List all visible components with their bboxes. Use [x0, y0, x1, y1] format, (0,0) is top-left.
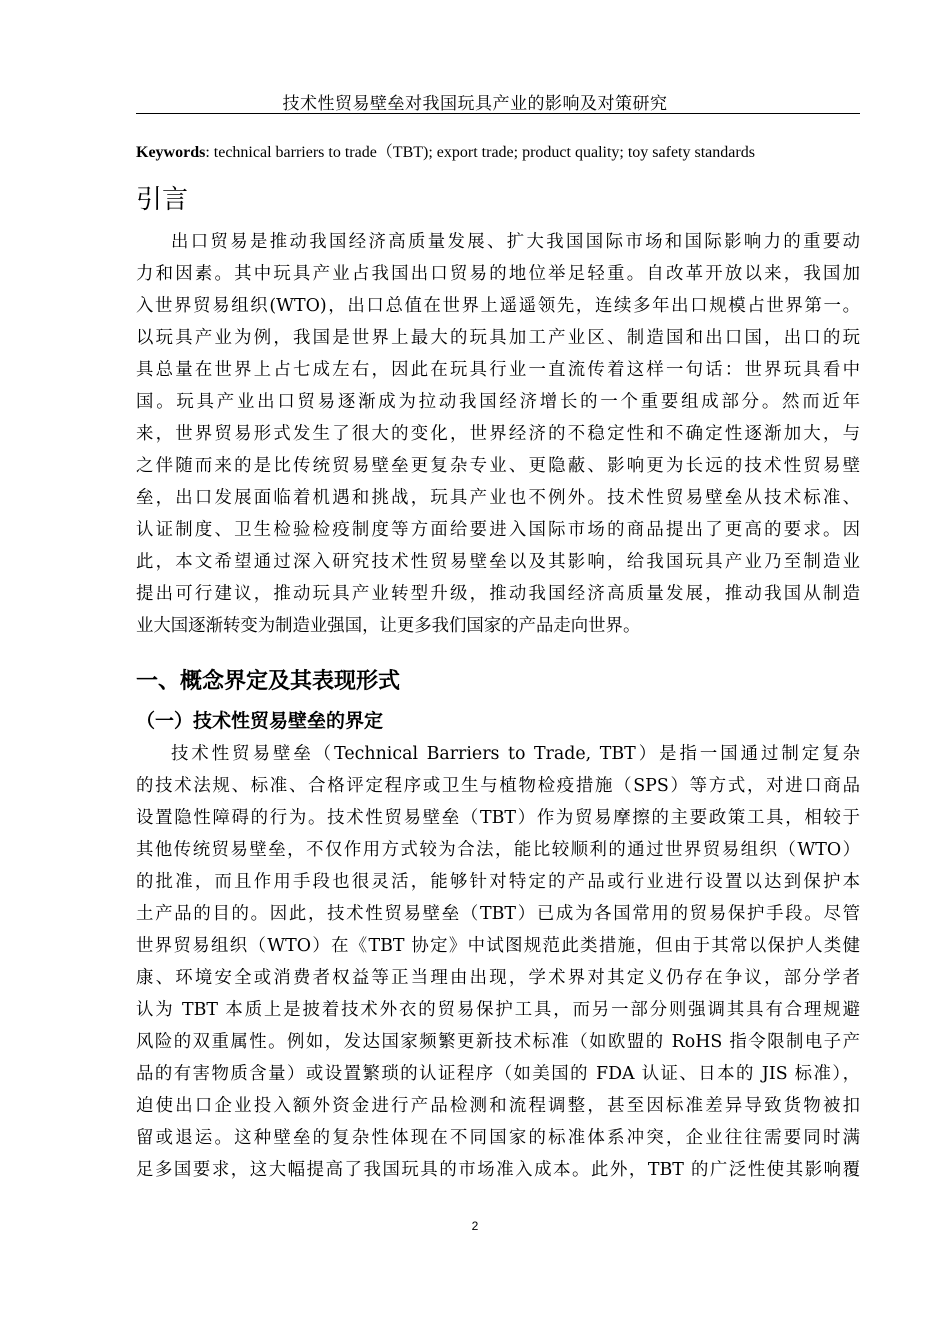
keywords-text: : technical barriers to trade（TBT); export trade; product quality; toy safety standards — [205, 144, 755, 161]
subsection-heading: （一）技术性贸易壁垒的界定 — [136, 710, 384, 732]
paragraph-line: 足多国要求，这大幅提高了我国玩具的市场准入成本。此外，TBT 的广泛性使其影响覆 — [136, 1160, 860, 1180]
paragraph-line: 的技术法规、标准、合格评定程序或卫生与植物检疫措施（SPS）等方式，对进口商品 — [136, 776, 860, 796]
paragraph-line: 之伴随而来的是比传统贸易壁垒更复杂专业、更隐蔽、影响更为长远的技术性贸易壁 — [136, 456, 860, 476]
paragraph-line: 以玩具产业为例，我国是世界上最大的玩具加工产业区、制造国和出口国，出口的玩 — [136, 328, 860, 348]
paragraph-line: 设置隐性障碍的行为。技术性贸易壁垒（TBT）作为贸易摩擦的主要政策工具，相较于 — [136, 808, 860, 828]
page-number: 2 — [471, 1219, 479, 1233]
paragraph-line: 认证制度、卫生检验检疫制度等方面给要进入国际市场的商品提出了更高的要求。因 — [136, 520, 860, 540]
section1-paragraph — [136, 738, 860, 1186]
paragraph-line: 品的有害物质含量）或设置繁琐的认证程序（如美国的 FDA 认证、日本的 JIS 标准）， — [136, 1064, 860, 1084]
paragraph-line: 世界贸易组织（WTO）在《TBT 协定》中试图规范此类措施，但由于其常以保护人类健 — [136, 936, 860, 956]
paragraph-line: 风险的双重属性。例如，发达国家频繁更新技术标准（如欧盟的 RoHS 指令限制电子产 — [136, 1032, 861, 1052]
paragraph-line: 来，世界贸易形式发生了很大的变化，世界经济的不稳定性和不确定性逐渐加大，与 — [136, 424, 860, 444]
paragraph-line: 康、环境安全或消费者权益等正当理由出现，学术界对其定义仍存在争议，部分学者 — [136, 968, 860, 988]
header-divider — [136, 113, 860, 114]
section-heading: 一、概念界定及其表现形式 — [136, 669, 401, 694]
paragraph-line: 留或退运。这种壁垒的复杂性体现在不同国家的标准体系冲突，企业往往需要同时满 — [136, 1128, 860, 1148]
paragraph-line: 技术性贸易壁垒（Technical Barriers to Trade, TBT）是指一国通过制定复杂 — [171, 744, 860, 764]
keywords-label: Keywords — [136, 144, 206, 161]
paragraph-line: 业大国逐渐转变为制造业强国，让更多我们国家的产品走向世界。 — [136, 616, 641, 636]
paragraph-line: 迫使出口企业投入额外资金进行产品检测和流程调整，甚至因标准差异导致货物被扣 — [136, 1096, 860, 1116]
paragraph-line: 垒，出口发展面临着机遇和挑战，玩具产业也不例外。技术性贸易壁垒从技术标准、 — [136, 488, 860, 508]
paragraph-line: 此，本文希望通过深入研究技术性贸易壁垒以及其影响，给我国玩具产业乃至制造业 — [136, 552, 860, 572]
paragraph-line: 国。玩具产业出口贸易逐渐成为拉动我国经济增长的一个重要组成部分。然而近年 — [136, 392, 860, 412]
paragraph-line: 其他传统贸易壁垒，不仅作用方式较为合法，能比较顺利的通过世界贸易组织（WTO） — [136, 840, 860, 860]
paragraph-line: 力和因素。其中玩具产业占我国出口贸易的地位举足轻重。自改革开放以来，我国加 — [136, 264, 860, 284]
paragraph-line: 认为 TBT 本质上是披着技术外衣的贸易保护工具，而另一部分则强调其具有合理规避 — [136, 1000, 860, 1020]
keywords-line — [136, 139, 860, 162]
paragraph-line: 的批准，而且作用手段也很灵活，能够针对特定的产品或行业进行设置以达到保护本 — [136, 872, 860, 892]
running-header-title: 技术性贸易壁垒对我国玩具产业的影响及对策研究 — [282, 94, 668, 114]
intro-paragraph — [136, 226, 860, 642]
paragraph-line: 土产品的目的。因此，技术性贸易壁垒（TBT）已成为各国常用的贸易保护手段。尽管 — [136, 904, 860, 924]
paragraph-line: 具总量在世界上占七成左右，因此在玩具行业一直流传着这样一句话：世界玩具看中 — [136, 360, 860, 380]
intro-heading: 引言 — [136, 185, 189, 215]
paragraph-line: 出口贸易是推动我国经济高质量发展、扩大我国国际市场和国际影响力的重要动 — [171, 232, 860, 252]
paragraph-line: 入世界贸易组织(WTO)，出口总值在世界上遥遥领先，连续多年出口规模占世界第一。 — [136, 296, 860, 316]
paragraph-line: 提出可行建议，推动玩具产业转型升级，推动我国经济高质量发展，推动我国从制造 — [136, 584, 860, 604]
